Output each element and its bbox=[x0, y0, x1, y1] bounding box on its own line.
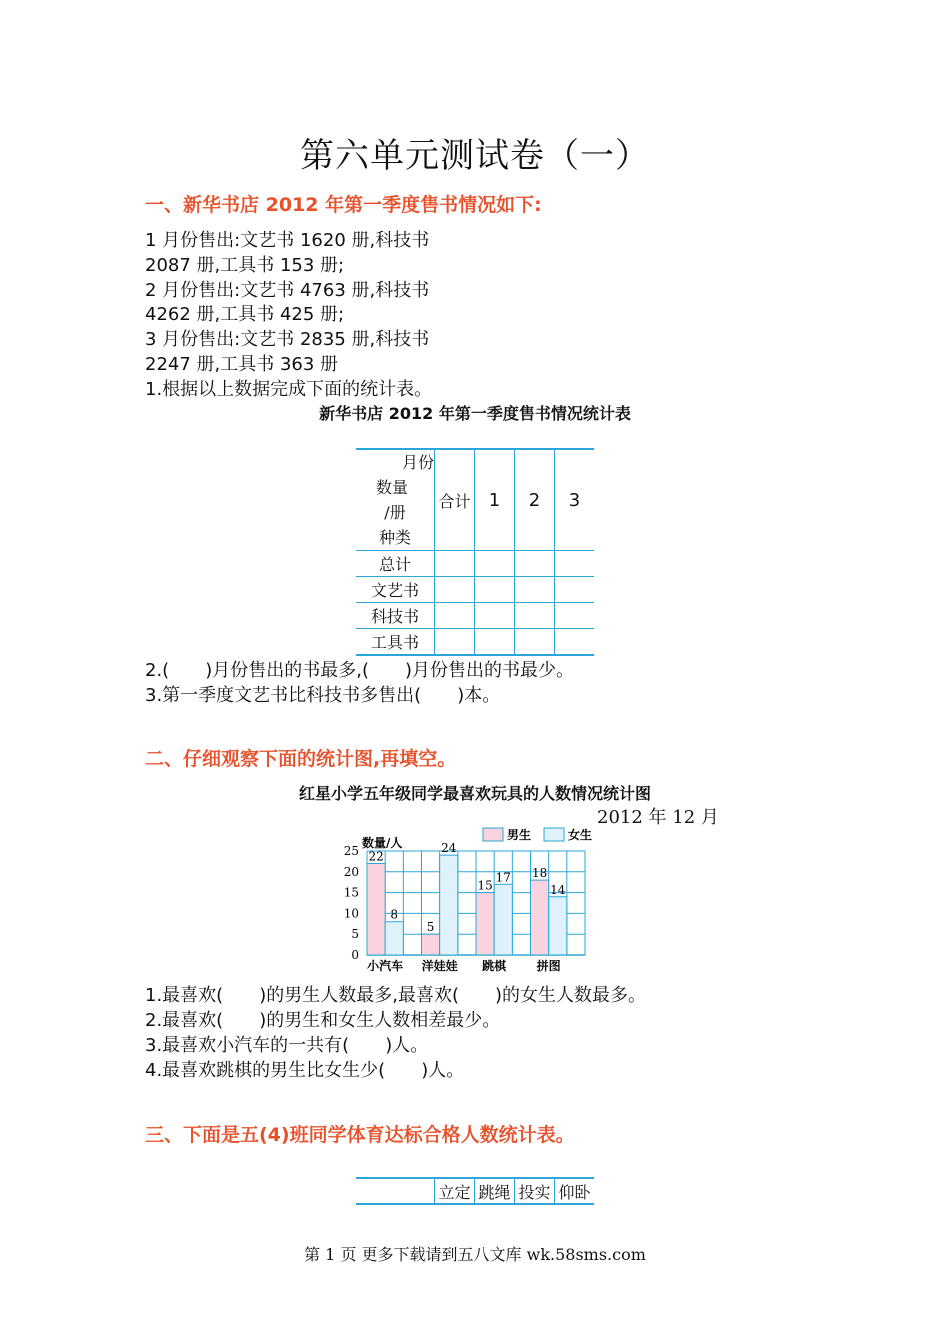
column-header-rope-skipping: 跳绳 bbox=[475, 1178, 515, 1204]
y-tick-label: 25 bbox=[343, 844, 359, 858]
legend-swatch bbox=[483, 828, 503, 841]
corner-unit-label: /册 bbox=[384, 503, 406, 522]
section-1-line: 1 月份售出:文艺书 1620 册,科技书 bbox=[145, 230, 430, 251]
sports-standard-table bbox=[356, 1177, 594, 1205]
question-1-3: 3.第一季度文艺书比科技书多售出( )本。 bbox=[145, 685, 501, 706]
table-1-title: 新华书店 2012 年第一季度售书情况统计表 bbox=[319, 404, 631, 423]
blank-cell[interactable] bbox=[555, 603, 595, 629]
blank-cell[interactable] bbox=[515, 629, 555, 655]
blank-cell[interactable] bbox=[555, 551, 595, 577]
y-tick-label: 20 bbox=[343, 864, 359, 879]
section-1-line: 4262 册,工具书 425 册; bbox=[145, 304, 345, 325]
bar bbox=[367, 863, 385, 955]
chart-title: 红星小学五年级同学最喜欢玩具的人数情况统计图 bbox=[298, 784, 651, 803]
bar-value-label: 18 bbox=[531, 866, 548, 881]
bar bbox=[494, 884, 512, 955]
bar bbox=[422, 934, 440, 955]
column-header-month-1: 1 bbox=[475, 449, 515, 551]
legend-label: 男生 bbox=[507, 828, 532, 842]
bar-value-label: 8 bbox=[390, 907, 399, 922]
page-footer: 第 1 页 更多下载请到五八文库 wk.58sms.com bbox=[304, 1245, 646, 1264]
row-header-science: 科技书 bbox=[356, 603, 435, 629]
toy-preference-bar-chart bbox=[330, 826, 620, 976]
corner-month-label: 月份 bbox=[401, 453, 434, 472]
section-1-line: 2247 册,工具书 363 册 bbox=[145, 354, 339, 375]
category-label: 洋娃娃 bbox=[421, 959, 458, 973]
blank-cell bbox=[356, 1178, 435, 1204]
corner-header-cell bbox=[356, 449, 435, 551]
bar-value-label: 24 bbox=[441, 841, 457, 856]
blank-cell[interactable] bbox=[475, 577, 515, 603]
question-2-1: 1.最喜欢( )的男生人数最多,最喜欢( )的女生人数最多。 bbox=[145, 985, 646, 1006]
blank-cell[interactable] bbox=[435, 629, 475, 655]
question-2-3: 3.最喜欢小汽车的一共有( )人。 bbox=[145, 1035, 429, 1056]
y-axis-label: 数量/人 bbox=[362, 836, 403, 850]
y-tick-label: 10 bbox=[343, 906, 359, 921]
bar-value-label: 17 bbox=[495, 870, 511, 885]
category-label: 跳棋 bbox=[482, 959, 507, 973]
section-2-heading: 二、仔细观察下面的统计图,再填空。 bbox=[145, 748, 457, 770]
blank-cell[interactable] bbox=[475, 603, 515, 629]
bar-value-label: 14 bbox=[550, 882, 566, 897]
legend-swatch bbox=[544, 828, 564, 841]
blank-cell[interactable] bbox=[435, 577, 475, 603]
question-2-4: 4.最喜欢跳棋的男生比女生少( )人。 bbox=[145, 1060, 465, 1081]
bar bbox=[549, 897, 567, 955]
bar bbox=[531, 880, 549, 955]
section-1-heading: 一、新华书店 2012 年第一季度售书情况如下: bbox=[145, 194, 542, 216]
legend-label: 女生 bbox=[568, 828, 593, 842]
row-header-total: 总计 bbox=[356, 551, 435, 577]
page-title: 第六单元测试卷（一） bbox=[300, 136, 650, 176]
blank-cell[interactable] bbox=[515, 603, 555, 629]
corner-quantity-label: 数量 bbox=[376, 478, 409, 497]
bar-value-label: 15 bbox=[477, 878, 493, 893]
blank-cell[interactable] bbox=[435, 551, 475, 577]
chart-subtitle: 2012 年 12 月 bbox=[597, 807, 719, 828]
blank-cell[interactable] bbox=[475, 629, 515, 655]
column-header-month-3: 3 bbox=[555, 449, 595, 551]
bar bbox=[476, 893, 494, 955]
section-1-line: 2087 册,工具书 153 册; bbox=[145, 255, 345, 276]
bar-value-label: 22 bbox=[368, 849, 384, 864]
row-header-tools: 工具书 bbox=[356, 629, 435, 655]
bar bbox=[385, 922, 403, 955]
column-header-total: 合计 bbox=[435, 449, 475, 551]
blank-cell[interactable] bbox=[555, 629, 595, 655]
section-3-heading: 三、下面是五(4)班同学体育达标合格人数统计表。 bbox=[145, 1124, 575, 1146]
blank-cell[interactable] bbox=[435, 603, 475, 629]
bar-value-label: 5 bbox=[426, 920, 435, 935]
y-tick-label: 5 bbox=[351, 927, 359, 942]
column-header-month-2: 2 bbox=[515, 449, 555, 551]
y-tick-label: 0 bbox=[351, 948, 359, 962]
blank-cell[interactable] bbox=[515, 577, 555, 603]
blank-cell[interactable] bbox=[515, 551, 555, 577]
category-label: 拼图 bbox=[536, 959, 561, 973]
corner-type-label: 种类 bbox=[378, 528, 411, 547]
bar bbox=[440, 855, 458, 955]
section-1-line: 2 月份售出:文艺书 4763 册,科技书 bbox=[145, 280, 430, 301]
y-tick-label: 15 bbox=[343, 885, 359, 900]
blank-cell[interactable] bbox=[555, 577, 595, 603]
blank-cell[interactable] bbox=[475, 551, 515, 577]
column-header-shot-put: 投实 bbox=[515, 1178, 555, 1204]
question-1-2: 2.( )月份售出的书最多,( )月份售出的书最少。 bbox=[145, 660, 574, 681]
book-sales-table bbox=[356, 448, 594, 656]
question-2-2: 2.最喜欢( )的男生和女生人数相差最少。 bbox=[145, 1010, 501, 1031]
section-1-line: 3 月份售出:文艺书 2835 册,科技书 bbox=[145, 329, 430, 350]
category-label: 小汽车 bbox=[367, 959, 404, 973]
column-header-standing-jump: 立定 bbox=[435, 1178, 475, 1204]
column-header-sit-ups: 仰卧 bbox=[555, 1178, 595, 1204]
section-1-line: 1.根据以上数据完成下面的统计表。 bbox=[145, 379, 433, 400]
row-header-literature: 文艺书 bbox=[356, 577, 435, 603]
